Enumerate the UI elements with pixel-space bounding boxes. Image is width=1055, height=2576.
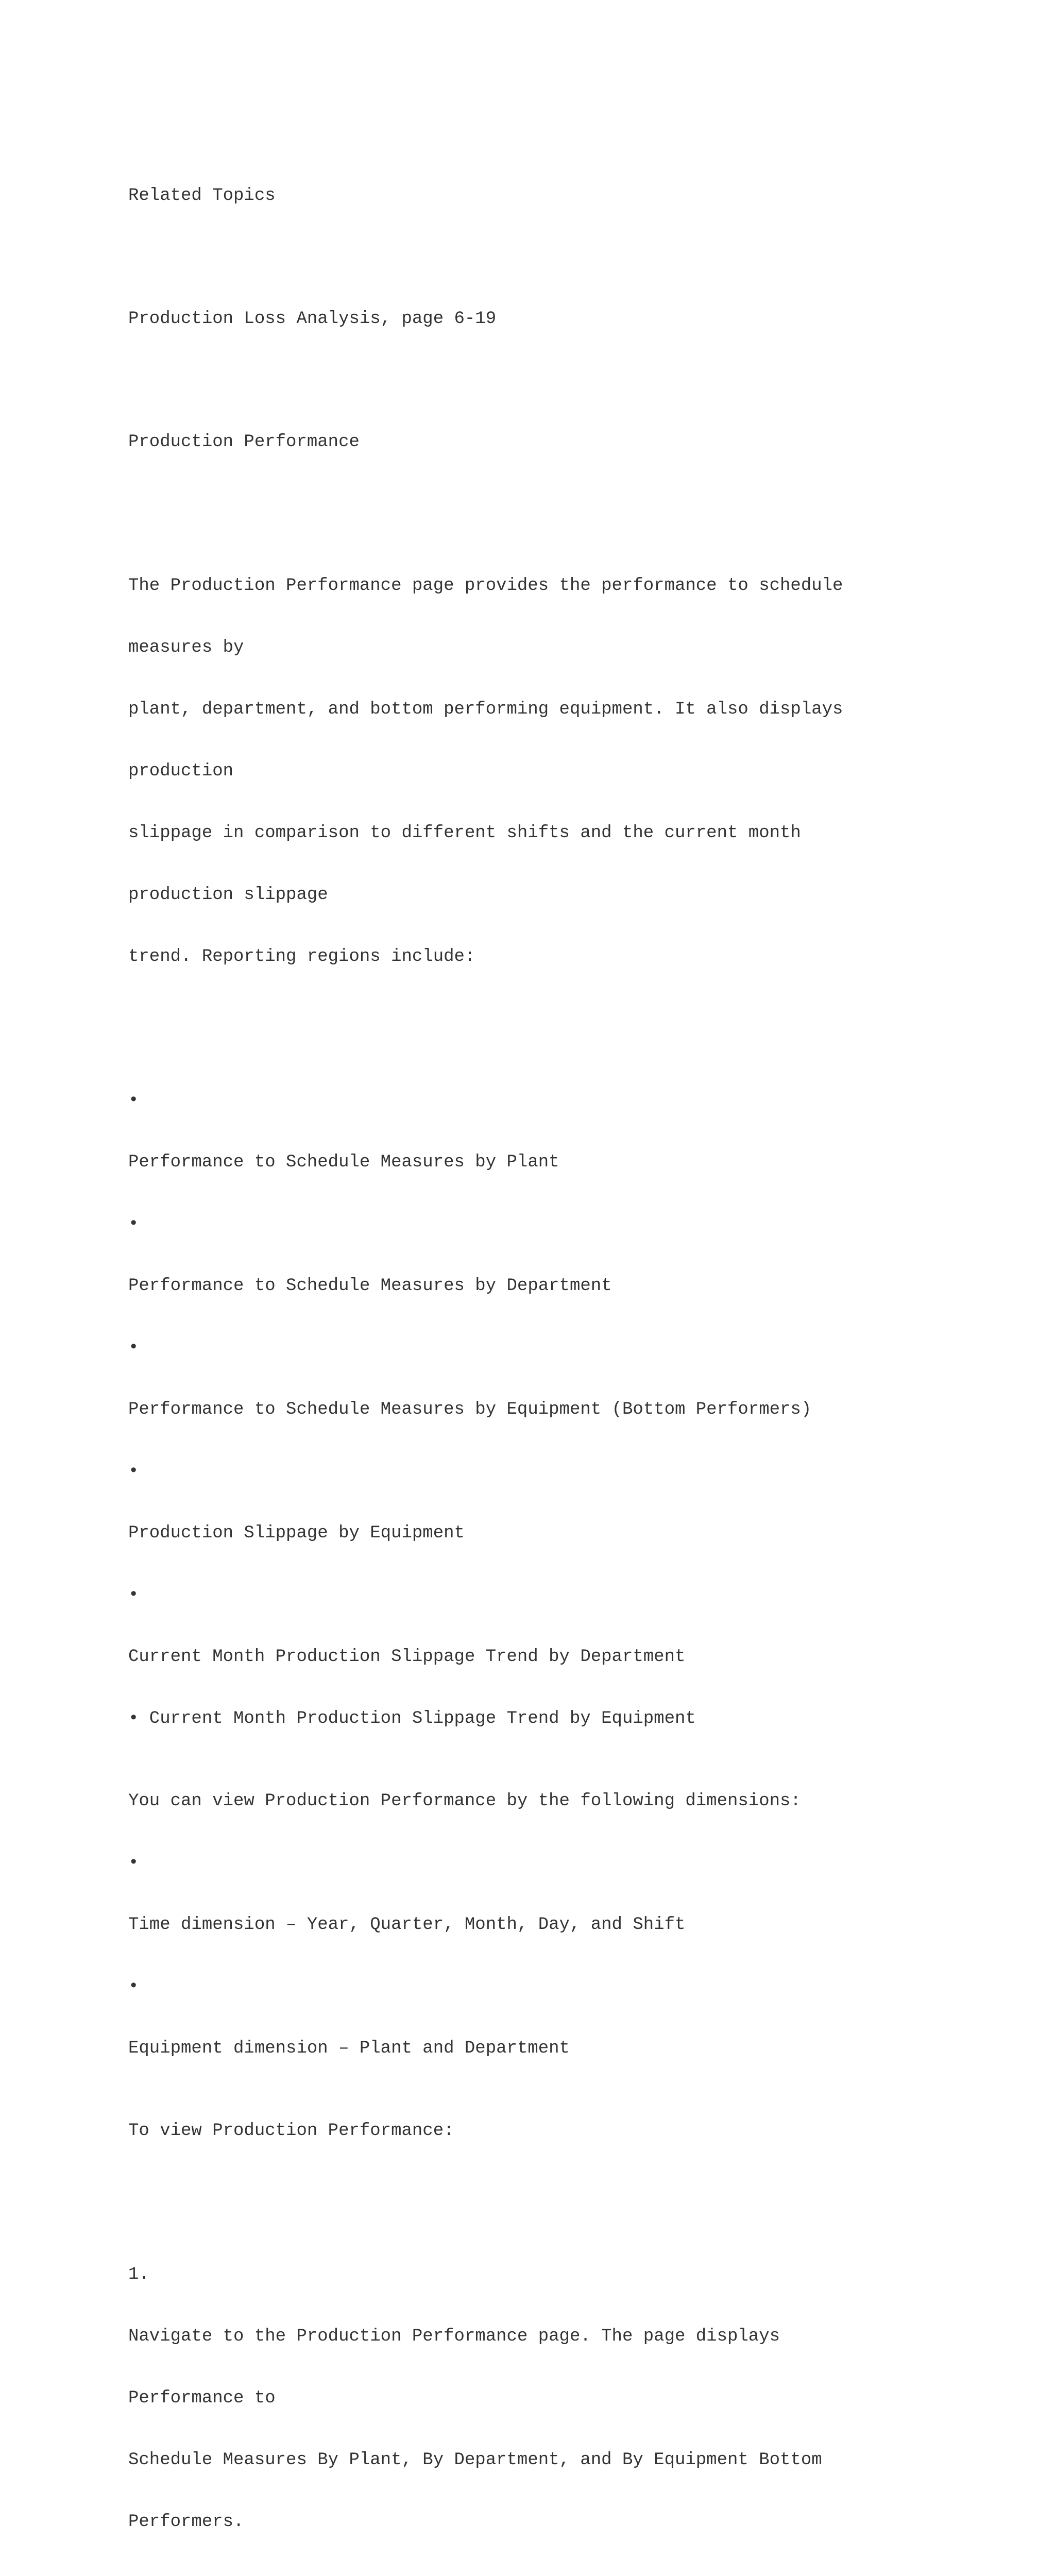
bullet-icon: • <box>128 1214 139 1234</box>
bullet-icon: • <box>128 1977 139 1996</box>
bullet-icon: • <box>128 1091 139 1110</box>
intro-line: The Production Performance page provides the performance to schedule <box>128 576 843 596</box>
step-number: 1. <box>128 2265 149 2284</box>
spacer <box>128 370 932 391</box>
bullet-icon: • <box>128 1338 139 1358</box>
bullet-icon: • <box>128 1462 139 1481</box>
step-line: Navigate to the Production Performance page. The page displays <box>128 2327 780 2346</box>
step-line: Schedule Measures By Plant, By Department, and By Equipment Bottom <box>128 2450 822 2470</box>
dimension-item: Equipment dimension – Plant and Department <box>128 2039 570 2058</box>
region-item: Performance to Schedule Measures by Department <box>128 1276 612 1296</box>
intro-line: production slippage <box>128 885 328 905</box>
spacer <box>128 2182 932 2202</box>
intro-line: measures by <box>128 638 244 657</box>
section-title: Production Performance <box>128 432 360 452</box>
page-content <box>128 124 932 2576</box>
region-item: Performance to Schedule Measures by Plant <box>128 1153 559 1172</box>
dimensions-intro: You can view Production Performance by the following dimensions: <box>128 1791 801 1811</box>
intro-line: slippage in comparison to different shifts and the current month <box>128 823 801 843</box>
dimension-item: Time dimension – Year, Quarter, Month, Day, and Shift <box>128 1915 686 1935</box>
region-item-last: • Current Month Production Slippage Trend by Equipment <box>128 1709 696 1728</box>
intro-line: trend. Reporting regions include: <box>128 947 475 967</box>
procedure-intro: To view Production Performance: <box>128 2121 454 2141</box>
region-item: Performance to Schedule Measures by Equipment (Bottom Performers) <box>128 1400 812 1419</box>
region-item: Current Month Production Slippage Trend by Department <box>128 1647 686 1667</box>
bullet-icon: • <box>128 1853 139 1873</box>
bullet-icon: • <box>128 1585 139 1605</box>
intro-line: production <box>128 761 234 781</box>
related-topics-heading: Related Topics <box>128 186 276 206</box>
spacer <box>128 247 932 267</box>
related-topic-link[interactable]: Production Loss Analysis, page 6-19 <box>128 309 497 329</box>
intro-line: plant, department, and bottom performing equipment. It also displays <box>128 700 843 719</box>
step-line: Performers. <box>128 2512 244 2532</box>
spacer <box>128 1008 932 1028</box>
region-item: Production Slippage by Equipment <box>128 1523 465 1543</box>
step-line: Performance to <box>128 2388 276 2408</box>
spacer <box>128 494 932 514</box>
